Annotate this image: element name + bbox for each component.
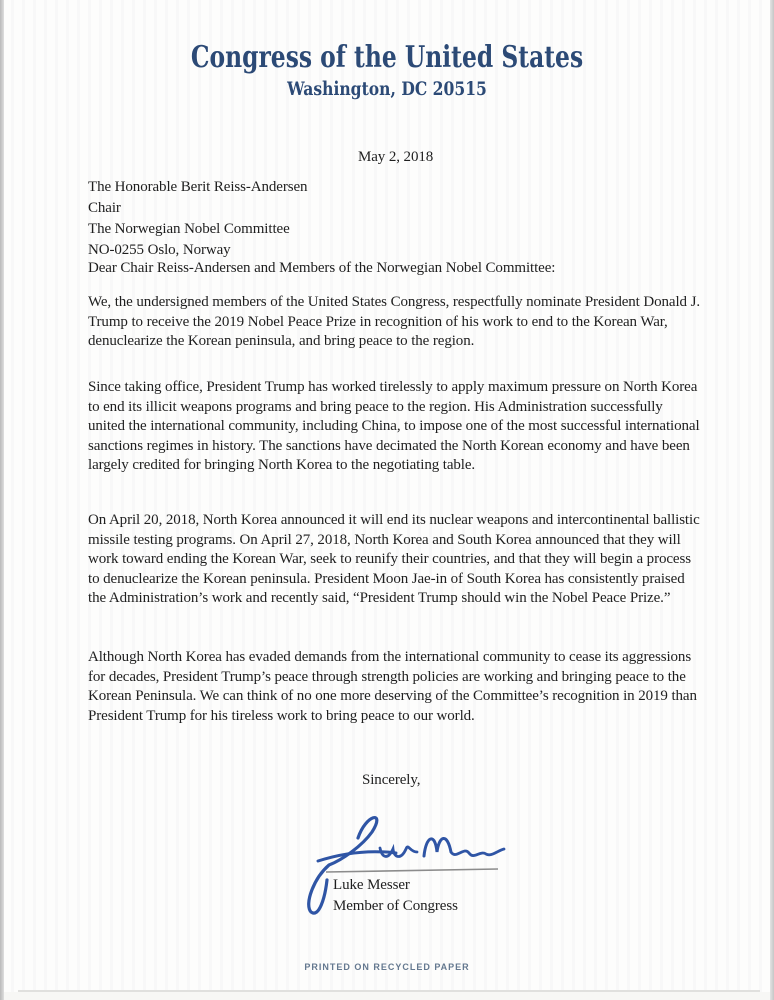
recipient-block <box>88 177 307 261</box>
paragraph-3: On April 20, 2018, North Korea announced it will end its nuclear weapons and intercontinental ballistic missile testing programs. On April 27, 2018, North Korea and South Korea announced that they will work toward ending the Korean War, seek to reunify their countries, and that they will begin a process to denuclearize the Korean peninsula. President Moon Jae-in of South Korea has consistently praised the Administration’s work and recently said, “President Trump should win the Nobel Peace Prize.” <box>88 512 700 606</box>
recycled-paper-note: PRINTED ON RECYCLED PAPER <box>304 962 470 972</box>
scan-edge-right <box>770 0 774 1000</box>
scan-edge-left <box>0 0 4 1000</box>
closing-sincerely: Sincerely, <box>362 772 421 788</box>
paragraph-2: Since taking office, President Trump has worked tirelessly to apply maximum pressure on North Korea to end its illicit weapons programs and bring peace to the region. His Administration successfully united the international community, including China, to impose one of the most successful international sanctions regimes in history. The sanctions have decimated the North Korean economy and have been largely credited for bringing North Korea to the negotiating table. <box>88 379 700 473</box>
recipient-org: The Norwegian Nobel Committee <box>88 221 290 237</box>
date-line: May 2, 2018 <box>358 149 434 165</box>
scan-bottom-strip <box>4 992 770 1000</box>
paragraph-1: We, the undersigned members of the United States Congress, respectfully nominate President Donald J. Trump to receive the 2019 Nobel Peace Prize in recognition of his work to end to the Korean War, denuclearize the Korean peninsula, and bring peace to the region. <box>88 294 700 349</box>
letterhead <box>0 40 774 100</box>
paragraph-4: Although North Korea has evaded demands from the international community to cease its aggressions for decades, President Trump’s peace through strength policies are working and bringing peace to the Korean Peninsula. We can think of no one more deserving of the Committee’s recognition in 2019 than President Trump for his tireless work to bring peace to our world. <box>88 649 697 724</box>
signer-name: Luke Messer <box>333 877 410 893</box>
signer-title: Member of Congress <box>333 898 458 914</box>
recipient-role: Chair <box>88 200 121 216</box>
recipient-address: NO-0255 Oslo, Norway <box>88 242 231 258</box>
letterhead-address: Washington, DC 20515 <box>287 78 487 100</box>
recipient-name: The Honorable Berit Reiss-Andersen <box>88 179 308 195</box>
signature-underline <box>326 869 498 872</box>
salutation: Dear Chair Reiss-Andersen and Members of the Norwegian Nobel Committee: <box>88 260 556 276</box>
letterhead-title: Congress of the United States <box>190 40 584 75</box>
